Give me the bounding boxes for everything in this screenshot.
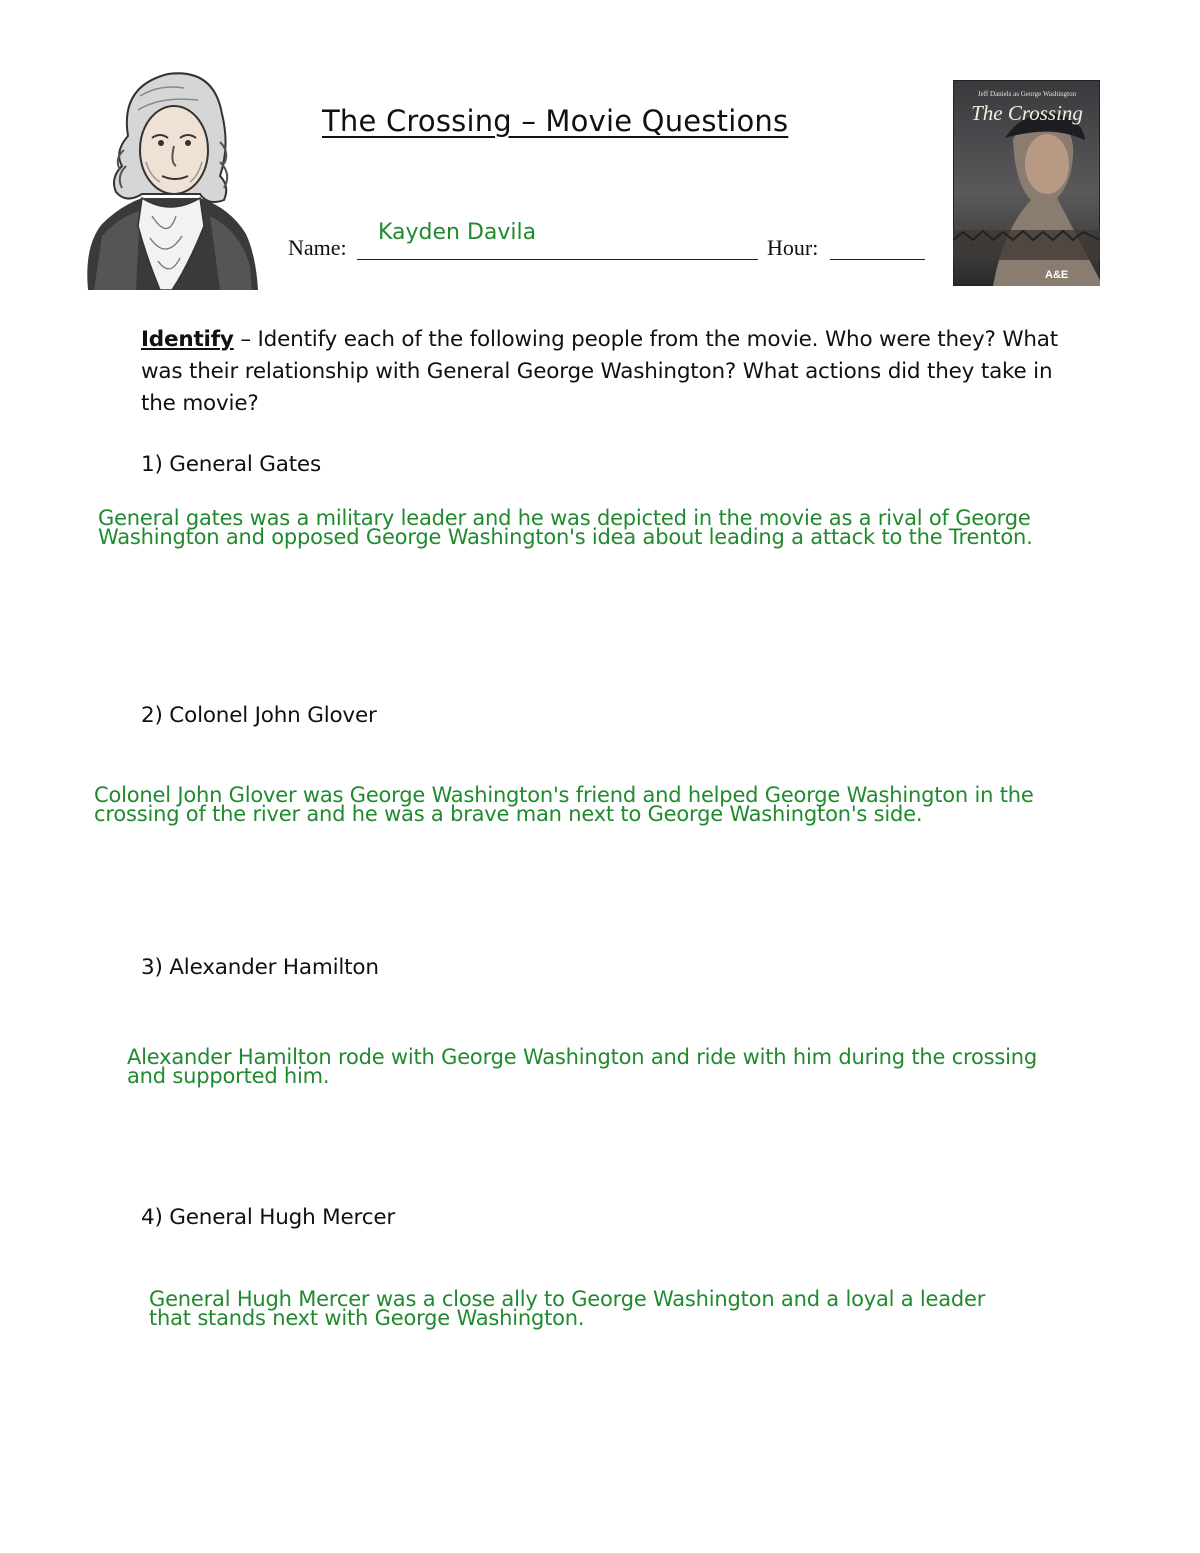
- cover-top-text: Jeff Daniels as George Washington: [977, 90, 1077, 98]
- answer-2[interactable]: Colonel John Glover was George Washington's friend and helped George Washington in the crossing of the river and he was a brave man next to George Washington's side.: [94, 783, 1034, 826]
- hour-label: Hour:: [767, 235, 819, 260]
- cover-title: The Crossing: [971, 101, 1083, 125]
- page-title: The Crossing – Movie Questions: [322, 104, 789, 138]
- george-washington-portrait: [80, 66, 260, 290]
- answer-4[interactable]: General Hugh Mercer was a close ally to George Washington and a loyal a leader that stands next with George Washington.: [149, 1287, 986, 1330]
- name-value[interactable]: Kayden Davila: [378, 220, 537, 245]
- cover-logo: A&E: [1045, 269, 1069, 281]
- instructions-keyword: Identify: [141, 327, 234, 352]
- instructions-text: – Identify each of the following people from the movie. Who were they? What was their relationship with General George Washington? What actions did they take in the movie?: [141, 327, 1059, 416]
- instructions: [141, 324, 1061, 420]
- name-label: Name:: [288, 235, 347, 260]
- the-crossing-dvd-cover: [953, 80, 1100, 286]
- answer-1[interactable]: General gates was a military leader and he was depicted in the movie as a rival of George Washington and opposed George Washington's idea about leading a attack to the Trenton.: [98, 506, 1033, 549]
- hour-line[interactable]: [830, 259, 925, 260]
- answer-3[interactable]: Alexander Hamilton rode with George Washington and ride with him during the crossing and supported him.: [127, 1045, 1038, 1088]
- question-4: 4) General Hugh Mercer: [141, 1205, 395, 1230]
- name-line[interactable]: [357, 259, 758, 260]
- question-3: 3) Alexander Hamilton: [141, 955, 379, 980]
- question-2: 2) Colonel John Glover: [141, 703, 377, 728]
- question-1: 1) General Gates: [141, 452, 321, 477]
